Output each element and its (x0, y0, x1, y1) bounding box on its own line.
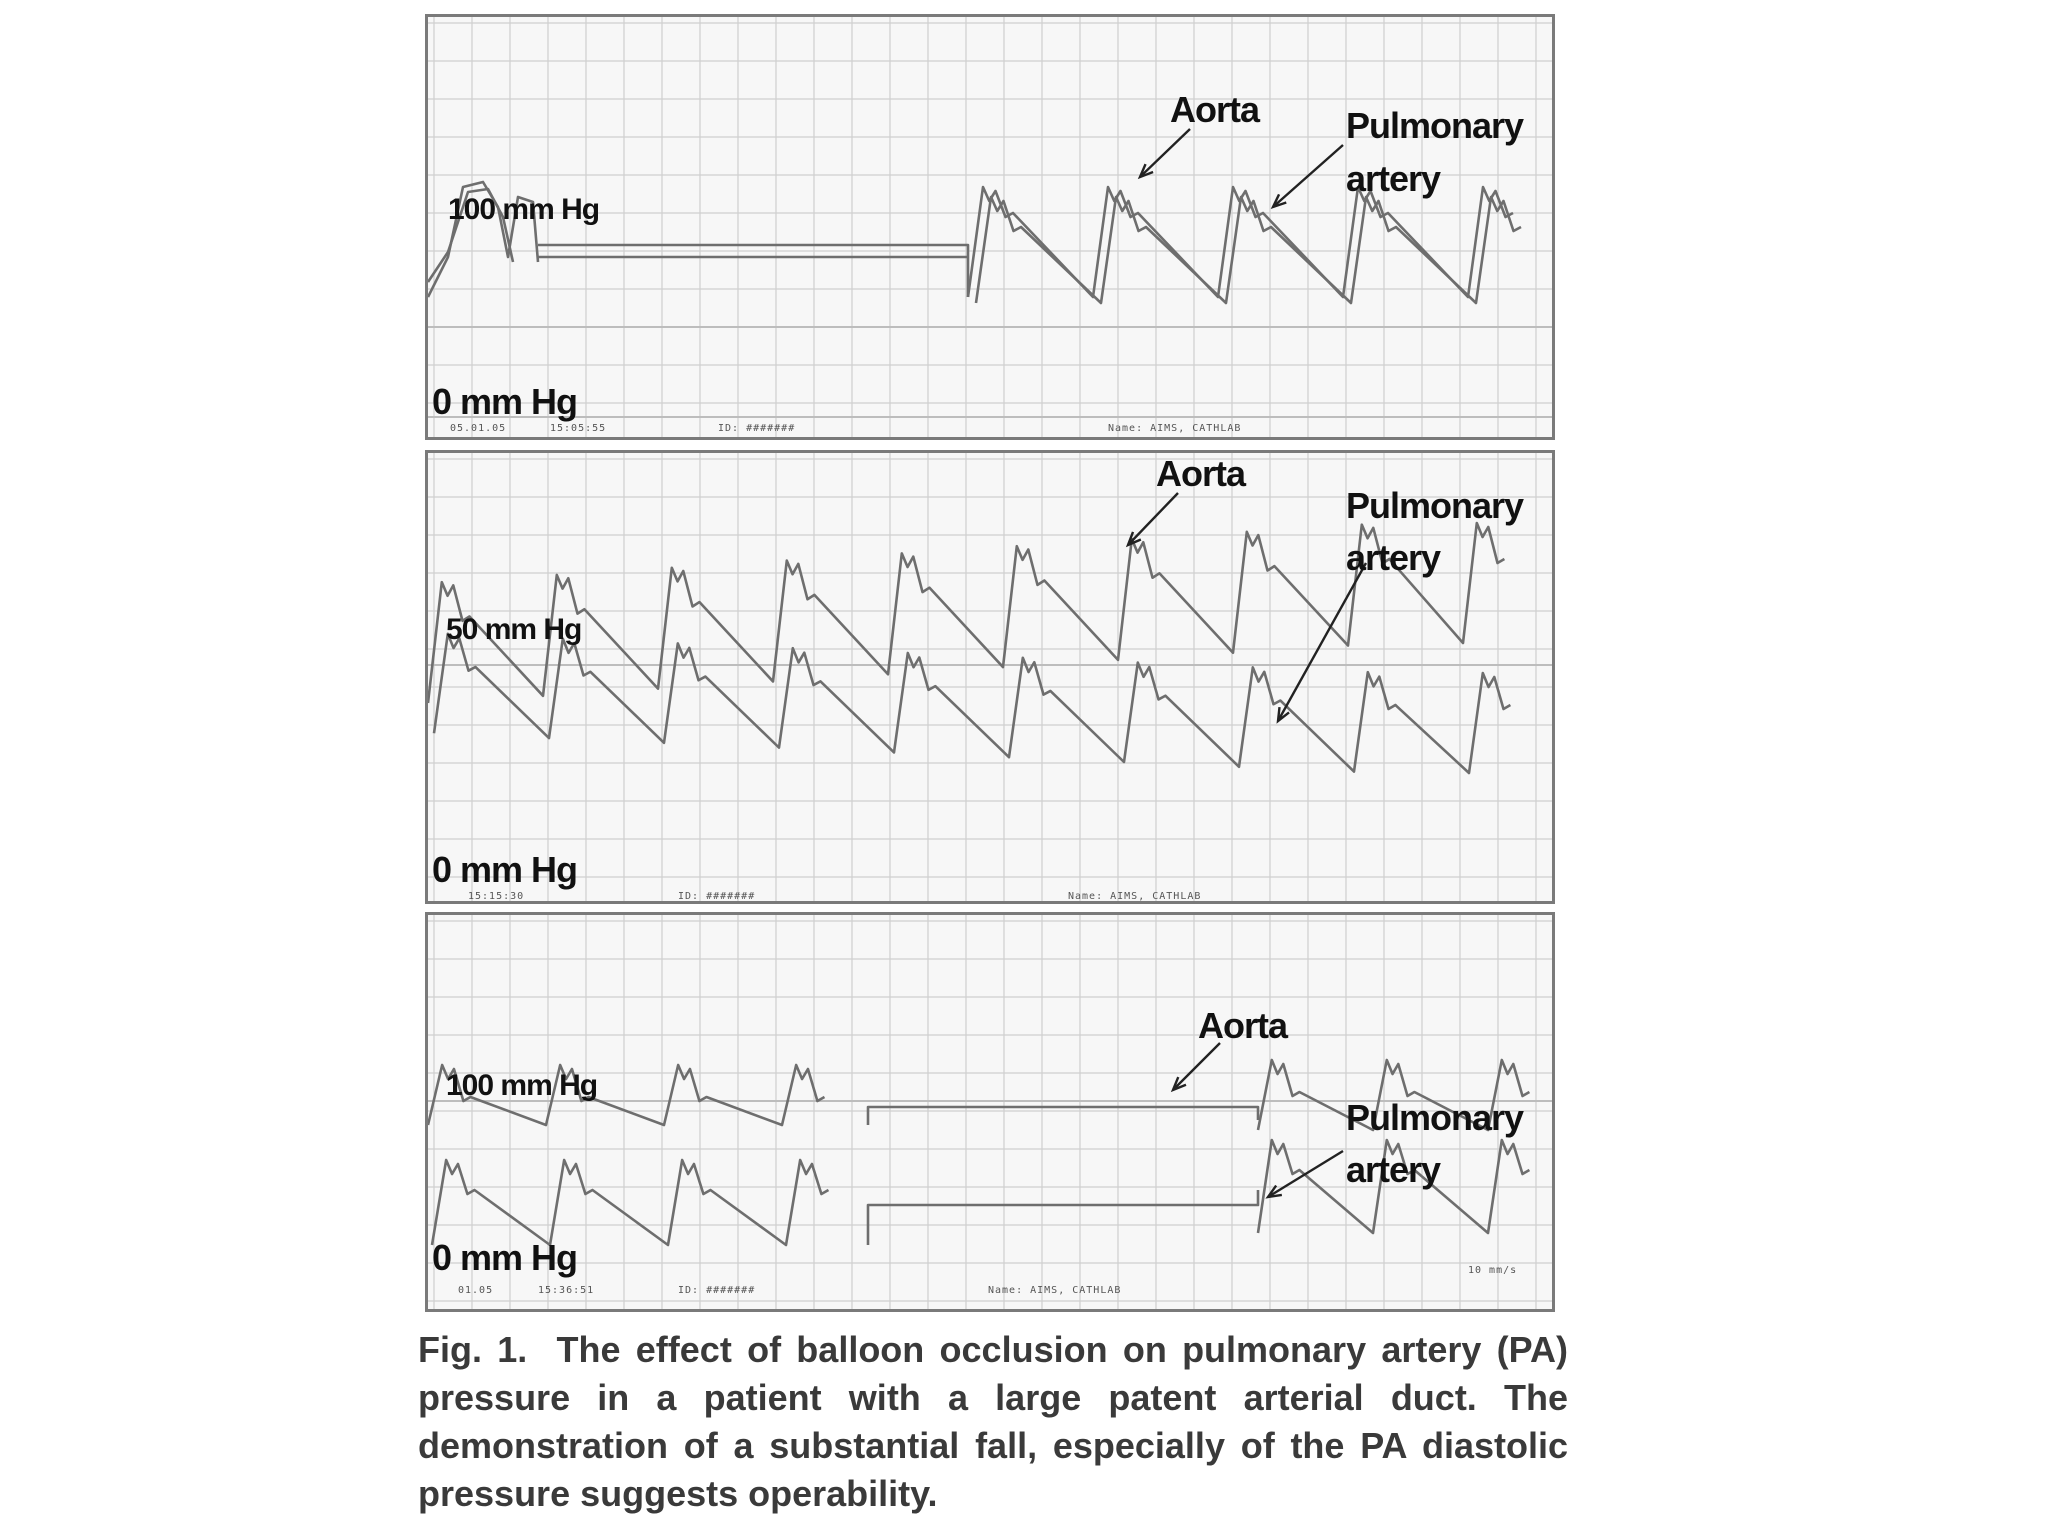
pa-annotation-line1: Pulmonary (1346, 485, 1524, 526)
pa-arrow (1268, 1151, 1343, 1197)
aorta-annotation: Aorta (1170, 89, 1260, 130)
footer-speed: 10 mm/s (1468, 1265, 1518, 1276)
occlusion-flat-pa (868, 1190, 1258, 1245)
figure-label: Fig. 1. (418, 1329, 528, 1370)
aorta-annotation: Aorta (1198, 1005, 1288, 1046)
pa-annotation-line2: artery (1346, 537, 1441, 578)
footer-time: 15:15:30 (468, 891, 525, 902)
footer-date: 05.01.05 (450, 423, 507, 434)
footer-name: Name: AIMS, CATHLAB (988, 1285, 1122, 1296)
aorta-arrow (1173, 1043, 1220, 1090)
caption-text: The effect of balloon occlusion on pulmonary artery (PA) pressure in a patient with a large patent arterial duct. The demonstration of a substantial fall, especially of the PA diastolic pressure suggests operability. (418, 1329, 1568, 1514)
aorta-arrow (1140, 129, 1190, 177)
pressure-panel-3 (425, 912, 1555, 1312)
scale-label-100: 100 mm Hg (446, 1069, 598, 1102)
pa-trace (432, 1160, 828, 1245)
aorta-arrow (1128, 493, 1178, 545)
grid (428, 17, 1555, 440)
footer-name: Name: AIMS, CATHLAB (1068, 891, 1202, 902)
occlusion-flat-aorta (868, 1107, 1258, 1125)
pa-annotation-line1: Pulmonary (1346, 105, 1524, 146)
scale-label-50: 50 mm Hg (446, 613, 582, 646)
zero-label: 0 mm Hg (432, 849, 578, 890)
footer-id: ID: ####### (718, 423, 796, 434)
zero-label: 0 mm Hg (432, 1237, 578, 1278)
pa-arrow (1278, 563, 1366, 721)
footer-name: Name: AIMS, CATHLAB (1108, 423, 1242, 434)
trace-canvas-1 (428, 17, 1555, 440)
footer-date: 01.05 (458, 1285, 494, 1296)
aorta-annotation: Aorta (1156, 453, 1246, 494)
pa-trace (434, 634, 1510, 773)
footer-time: 15:36:51 (538, 1285, 595, 1296)
pa-annotation-line2: artery (1346, 158, 1441, 199)
pa-annotation-line1: Pulmonary (1346, 1097, 1524, 1138)
footer-time: 15:05:55 (550, 423, 607, 434)
pa-annotation-line2: artery (1346, 1149, 1441, 1190)
zero-label: 0 mm Hg (432, 381, 578, 422)
scale-label-100: 100 mm Hg (448, 193, 600, 226)
pressure-panel-1 (425, 14, 1555, 440)
footer-id: ID: ####### (678, 891, 756, 902)
figure-caption (418, 1326, 1568, 1518)
footer-id: ID: ####### (678, 1285, 756, 1296)
pressure-panel-2 (425, 450, 1555, 904)
